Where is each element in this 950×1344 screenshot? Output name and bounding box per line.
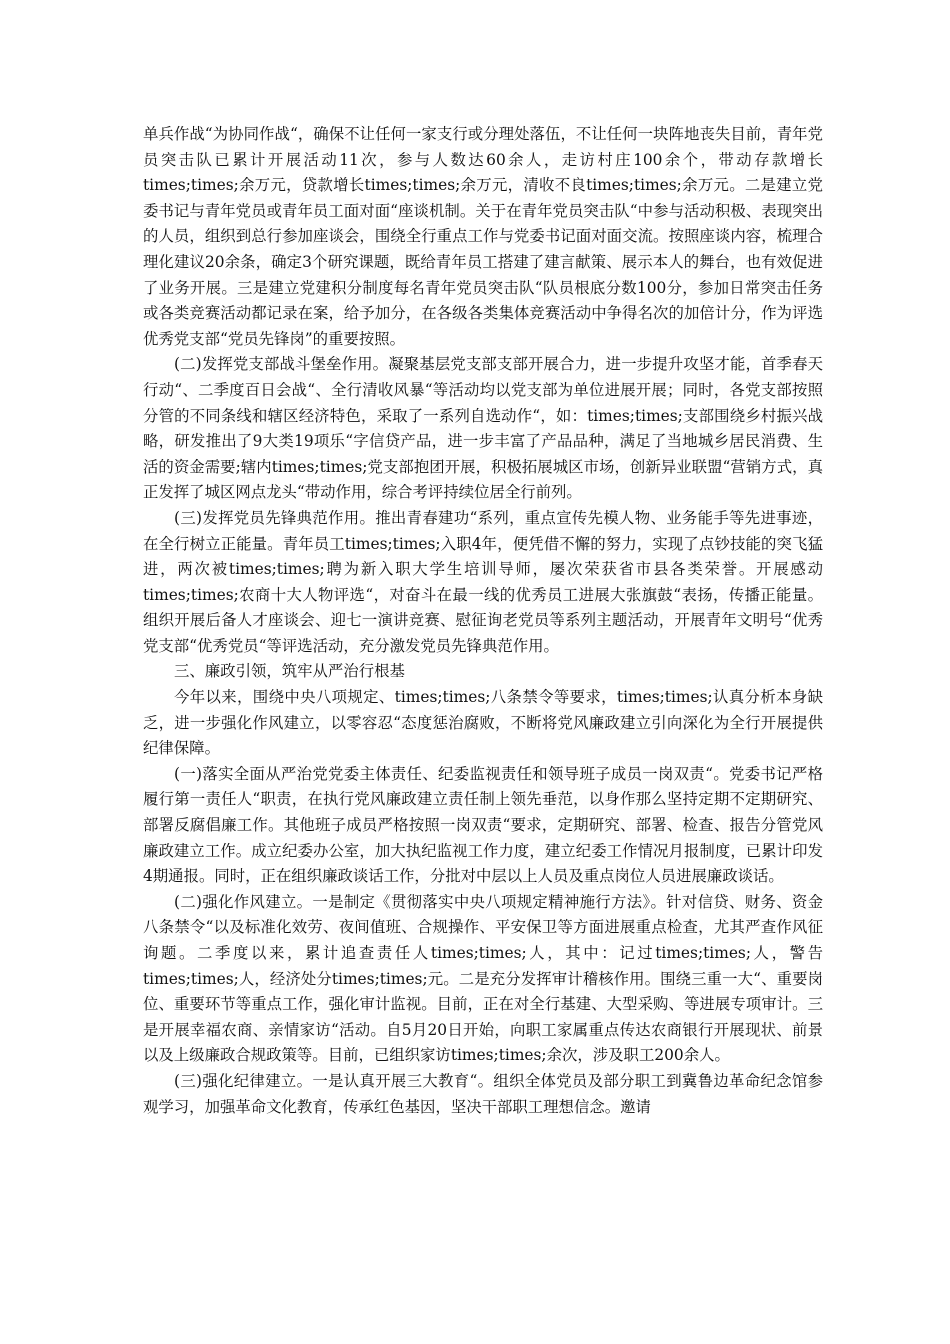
paragraph-party-member-vanguard: (三)发挥党员先锋典范作用。推出青春建功“系列，重点宣传先模人物、业务能手等先进事迹，在全行树立正能量。青年员工times;times;入职4年，便凭借不懈的努力，实现了点钞技能的突飞猛进，两次被times;times;聘为新入职大学生培训导师，屡次荣获省市县各类荣誉。开展感动times;times;农商十大人物评选“，对奋斗在最一线的优秀员工进展大张旗鼓“表扬，传播正能量。组织开展后备人才座谈会、迎七一演讲竞赛、慰征询老党员等系列主题活动，开展青年文明号“优秀党支部“优秀党员“等评选活动，充分激发党员先锋典范作用。: [143, 508, 823, 655]
paragraph-integrity-intro: 今年以来，围绕中央八项规定、times;times;八条禁令等要求，times;times;认真分析本身缺乏，进一步强化作风建立，以零容忍“态度惩治腐败，不断将党风廉政建立引向深化为全行开展提供纪律保障。: [143, 688, 823, 758]
paragraph-work-style: (二)强化作风建立。一是制定《贯彻落实中央八项规定精神施行方法》。针对信贷、财务、资金八条禁令“以及标准化效劳、夜间值班、合规操作、平安保卫等方面进展重点检查，尤其严查作风征询题。二季度以来，累计追查责任人times;times;人，其中：记过times;times;人，警告times;times;人，经济处分times;times;元。二是充分发挥审计稽核作用。围绕三重一大“、重要岗位、重要环节等重点工作，强化审计监视。目前，正在对全行基建、大型采购、等进展专项审计。三是开展幸福农商、亲情家访“活动。自5月20日开始，向职工家属重点传达农商银行开展现状、前景以及上级廉政合规政策等。目前，已组织家访times;times;余次，涉及职工200余人。: [143, 892, 823, 1065]
paragraph-continuation: 单兵作战“为协同作战“，确保不让任何一家支行或分理处落伍，不让任何一块阵地丧失目前，青年党员突击队已累计开展活动11次，参与人数达60余人，走访村庄100余个，带动存款增长times;times;余万元，贷款增长times;times;余万元，清收不良times;times;余万元。二是建立党委书记与青年党员或青年员工面对面“座谈机制。关于在青年党员突击队“中参与活动积极、表现突出的人员，组织到总行参加座谈会，围绕全行重点工作与党委书记面对面交流。按照座谈内容，梳理合理化建议20余条，确定3个研究课题，既给青年员工搭建了建言献策、展示本人的舞台，也有效促进了业务开展。三是建立党建积分制度每名青年党员突击队“队员根底分数100分，参加日常突击任务或各类竞赛活动都记录在案，给予加分，在各级各类集体竞赛活动中争得名次的加倍计分，作为评选优秀党支部“党员先锋岗”的重要按照。: [143, 125, 823, 348]
section-heading-integrity: 三、廉政引领，筑牢从严治行根基: [174, 662, 405, 681]
paragraph-responsibility: (一)落实全面从严治党党委主体责任、纪委监视责任和领导班子成员一岗双责“。党委书记严格履行第一责任人“职责，在执行党风廉政建立责任制上领先垂范，以身作那么坚持定期不定期研究、部署反腐倡廉工作。其他班子成员严格按照一岗双责“要求，定期研究、部署、检查、报告分管党风廉政建立工作。成立纪委办公室，加大执纪监视工作力度，建立纪委工作情况月报制度，已累计印发4期通报。同时，正在组织廉政谈话工作，分批对中层以上人员及重点岗位人员进展廉政谈话。: [143, 764, 823, 886]
document-page: [143, 122, 823, 1120]
paragraph-party-branch: (二)发挥党支部战斗堡垒作用。凝聚基层党支部支部开展合力，进一步提升攻坚才能，首季春天行动“、二季度百日会战“、全行清收风暴“等活动均以党支部为单位进展开展；同时，各党支部按照分管的不同条线和辖区经济特色，采取了一系列自选动作“，如：times;times;支部围绕乡村振兴战略，研发推出了9大类19项乐“字信贷产品，进一步丰富了产品品种，满足了当地城乡居民消费、生活的资金需要;辖内times;times;党支部抱团开展，积极拓展城区市场，创新异业联盟“营销方式，真正发挥了城区网点龙头“带动作用，综合考评持续位居全行前列。: [143, 355, 823, 502]
paragraph-discipline: (三)强化纪律建立。一是认真开展三大教育“。组织全体党员及部分职工到冀鲁边革命纪念馆参观学习，加强革命文化教育，传承红色基因，坚决干部职工理想信念。邀请: [143, 1071, 823, 1116]
